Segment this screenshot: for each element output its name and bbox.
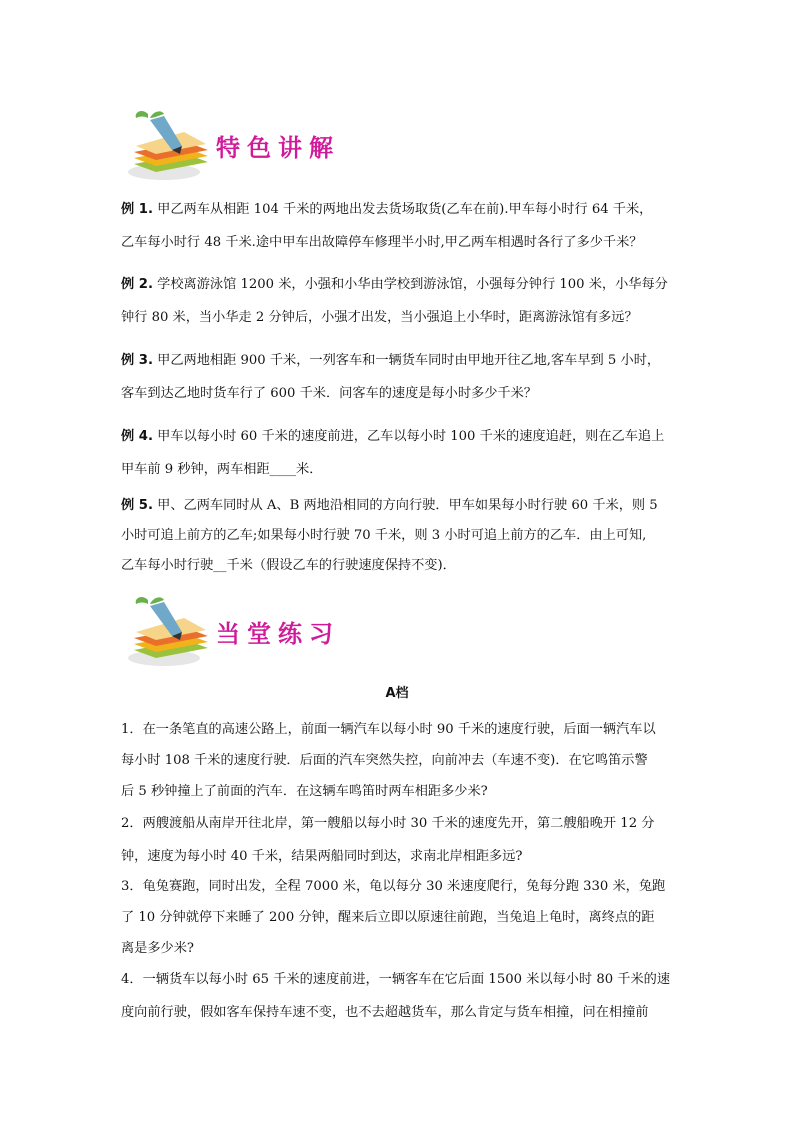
example-line: 甲车前 9 秒钟，两车相距____米． <box>121 462 323 477</box>
exercise-1 <box>121 714 681 807</box>
example-line: 例 2. 学校离游泳馆 1200 米，小强和小华由学校到游泳馆，小强每分钟行 100 米，小华每分 <box>121 277 668 292</box>
section-heading-2 <box>124 596 424 666</box>
exercise-2 <box>121 807 681 873</box>
section-heading-1 <box>124 110 424 180</box>
example-label: 例 2. <box>121 277 153 292</box>
example-line: 例 3. 甲乙两地相距 900 千米，一列客车和一辆货车同时由甲地开往乙地,客车早到 5 小时， <box>121 353 661 368</box>
exercise-line: 2．两艘渡船从南岸开往北岸，第一艘船以每小时 30 千米的速度先开，第二艘船晚开 12 分 <box>121 816 655 831</box>
example-4 <box>121 420 681 486</box>
example-line: 乙车每小时行驶__千米（假设乙车的行驶速度保持不变)． <box>121 558 456 573</box>
exercise-line: 每小时 108 千米的速度行驶．后面的汽车突然失控，向前冲去（车速不变)．在它鸣笛示警 <box>121 753 648 768</box>
book-pencil-icon <box>124 110 214 182</box>
exercise-line: 度向前行驶，假如客车保持车速不变，也不去超越货车，那么肯定与货车相撞，问在相撞前 <box>121 1005 649 1020</box>
example-label: 例 4. <box>121 429 153 444</box>
example-line: 小时可追上前方的乙车;如果每小时行驶 70 千米，则 3 小时可追上前方的乙车．由上可知, <box>121 528 647 543</box>
example-line: 乙车每小时行 48 千米.途中甲车出故障停车修理半小时,甲乙两车相遇时各行了多少千米？ <box>121 235 643 250</box>
example-1 <box>121 193 681 259</box>
example-label: 例 1. <box>121 202 153 217</box>
exercise-line: 3．龟兔赛跑，同时出发，全程 7000 米，龟以每分 30 米速度爬行，兔每分跑 330 米，兔跑 <box>121 879 666 894</box>
exercise-line: 1．在一条笔直的高速公路上，前面一辆汽车以每小时 90 千米的速度行驶，后面一辆汽车以 <box>121 722 656 737</box>
level-label: A档 <box>385 686 409 701</box>
example-line: 例 5. 甲、乙两车同时从 A、B 两地沿相同的方向行驶．甲车如果每小时行驶 60 千米，则 5 <box>121 498 658 513</box>
example-line: 例 1. 甲乙两车从相距 104 千米的两地出发去货场取货(乙车在前).甲车每小时行 64 千米， <box>121 202 653 217</box>
example-5 <box>121 491 681 581</box>
section-title: 特色讲解 <box>216 134 340 162</box>
exercise-line: 4．一辆货车以每小时 65 千米的速度前进，一辆客车在它后面 1500 米以每小时 80 千米的速 <box>121 972 671 987</box>
example-line: 钟行 80 米，当小华走 2 分钟后，小强才出发，当小强追上小华时，距离游泳馆有多远？ <box>121 310 638 325</box>
example-label: 例 3. <box>121 353 153 368</box>
example-2 <box>121 268 681 334</box>
exercise-line: 钟，速度为每小时 40 千米，结果两船同时到达，求南北岸相距多远? <box>121 849 523 864</box>
exercise-4 <box>121 963 681 1029</box>
example-label: 例 5. <box>121 498 153 513</box>
example-line: 例 4. 甲车以每小时 60 千米的速度前进，乙车以每小时 100 千米的速度追赶，则在乙车追上 <box>121 429 665 444</box>
section-title: 当堂练习 <box>216 620 340 648</box>
example-line: 客车到达乙地时货车行了 600 千米．问客车的速度是每小时多少千米？ <box>121 386 537 401</box>
exercise-line: 离是多少米? <box>121 941 195 956</box>
book-pencil-icon <box>124 596 214 668</box>
exercise-3 <box>121 871 681 964</box>
exercise-line: 后 5 秒钟撞上了前面的汽车．在这辆车鸣笛时两车相距多少米? <box>121 784 488 799</box>
exercise-line: 了 10 分钟就停下来睡了 200 分钟，醒来后立即以原速往前跑，当兔追上龟时，离终点的距 <box>121 910 655 925</box>
example-3 <box>121 344 681 410</box>
